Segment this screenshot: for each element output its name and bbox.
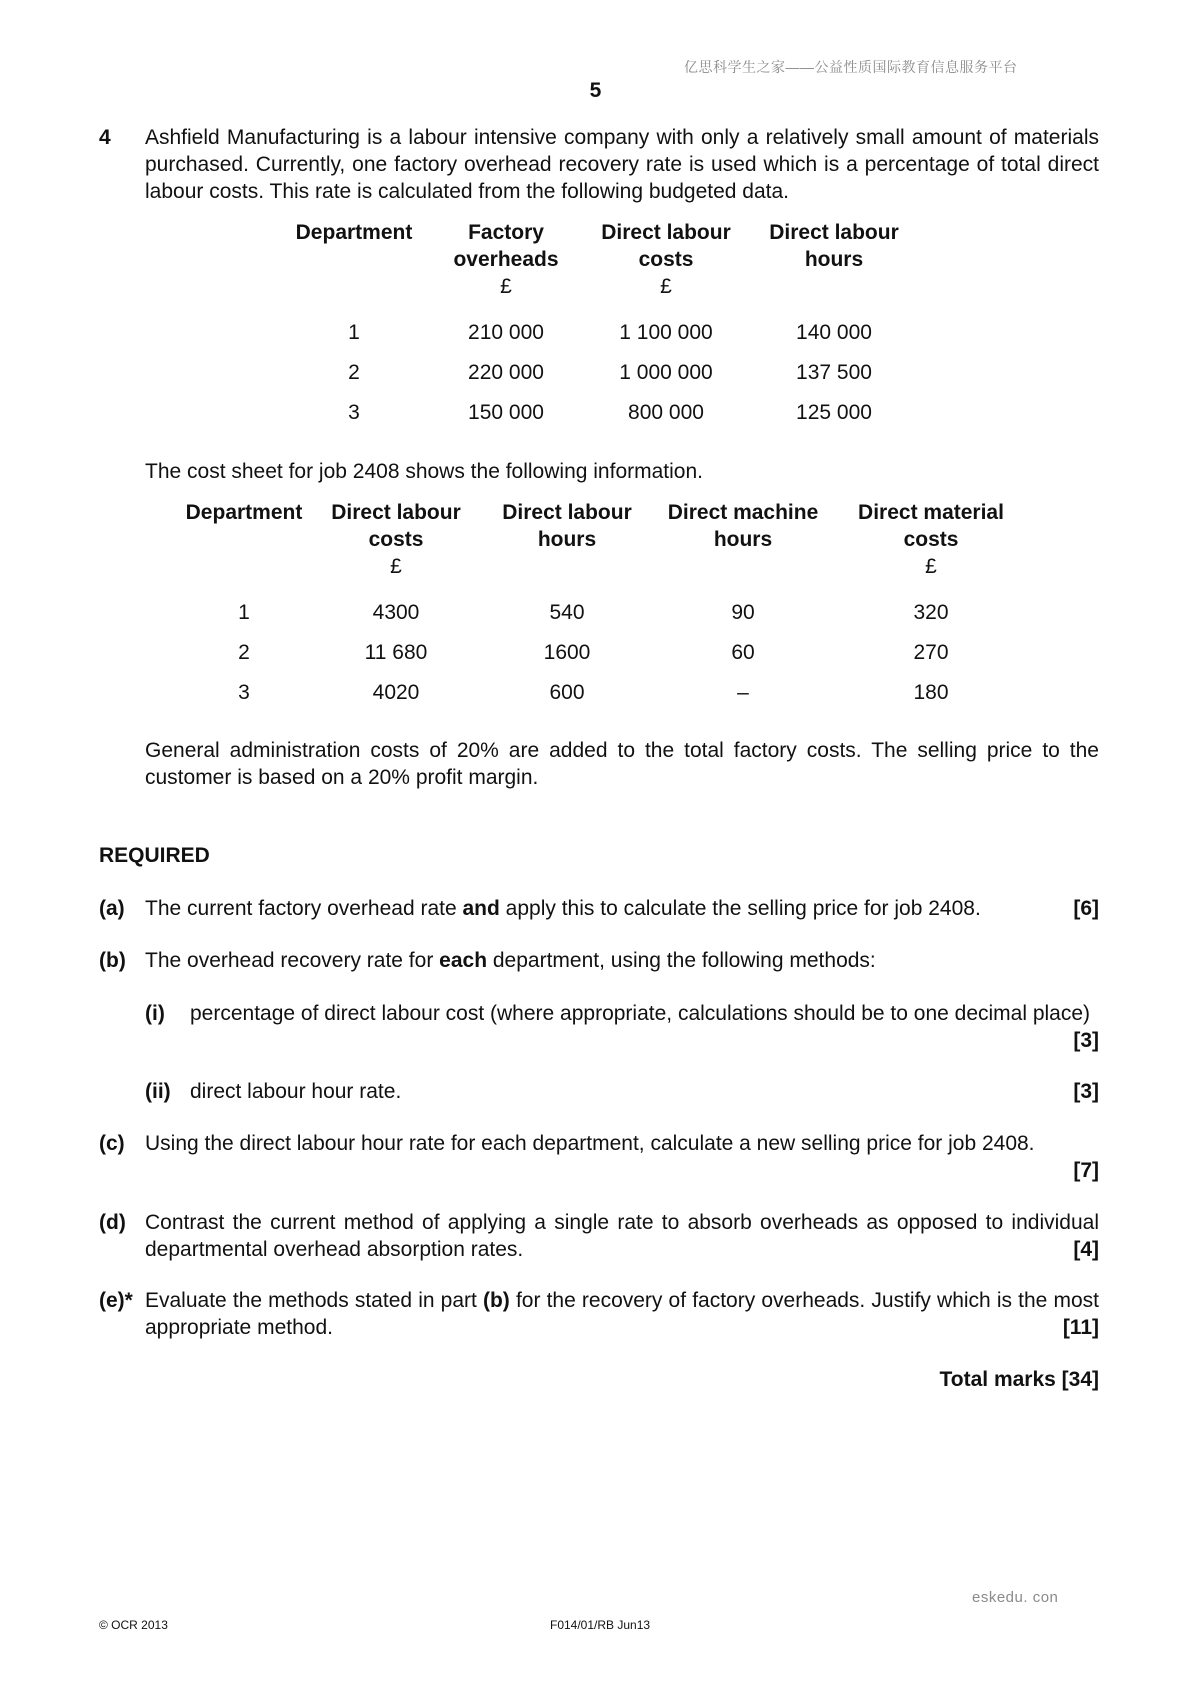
budget-table xyxy=(282,219,922,432)
table-cell: 2 xyxy=(348,360,360,384)
table-cell: 4300 xyxy=(372,600,420,624)
table-cell: 1600 xyxy=(543,640,591,664)
table-cell: 180 xyxy=(913,680,949,704)
part-d-label: (d) xyxy=(99,1211,126,1234)
part-e-label: (e)* xyxy=(99,1289,133,1312)
table-cell: 1 100 000 xyxy=(619,320,713,344)
part-c-marks: [7] xyxy=(1073,1159,1099,1182)
footer-code: F014/01/RB Jun13 xyxy=(550,1618,651,1632)
part-b-label: (b) xyxy=(99,949,126,972)
cost-sheet-table xyxy=(178,499,1028,712)
cost-header-direct-material-costs: Direct material costs £ xyxy=(834,499,1028,580)
required-heading: REQUIRED xyxy=(99,844,210,867)
part-b-i-marks: [3] xyxy=(1073,1029,1099,1052)
part-c-text: Using the direct labour hour rate for each department, calculate a new selling price for job 2408. xyxy=(145,1132,1035,1155)
budget-header-direct-labour-costs: Direct labour costs £ xyxy=(586,219,746,300)
part-e-text: Evaluate the methods stated in part (b) for the recovery of factory overheads. Justify which is the most appropriate method. xyxy=(145,1289,1099,1339)
table-cell: 1 xyxy=(348,320,360,344)
table-cell: 1 000 000 xyxy=(619,360,713,384)
table-cell: 4020 xyxy=(372,680,420,704)
part-e-marks: [11] xyxy=(1062,1316,1099,1339)
cost-sheet-intro: The cost sheet for job 2408 shows the following information. xyxy=(145,460,703,483)
table-cell: 1 xyxy=(238,600,250,624)
part-a-text: The current factory overhead rate and apply this to calculate the selling price for job 2408. xyxy=(145,897,981,920)
part-a-marks: [6] xyxy=(1073,897,1099,920)
admin-costs-text: General administration costs of 20% are added to the total factory costs. The selling price to the customer is based on a 20% profit margin. xyxy=(145,739,1099,789)
header-watermark: 亿思科学生之家——公益性质国际教育信息服务平台 xyxy=(684,59,1018,75)
total-marks: Total marks [34] xyxy=(939,1368,1099,1391)
part-d-text: Contrast the current method of applying a single rate to absorb overheads as opposed to individual departmental overhead absorption rates. xyxy=(145,1211,1099,1261)
page-number: 5 xyxy=(589,79,602,102)
question-intro: Ashfield Manufacturing is a labour intensive company with only a relatively small amount of materials purchased. Currently, one factory overhead recovery rate is used which is a percentage of total direct labour costs. This rate is calculated from the following budgeted data. xyxy=(145,126,1099,203)
part-a-label: (a) xyxy=(99,897,125,920)
budget-header-factory-overheads: Factory overheads £ xyxy=(426,219,586,300)
table-row xyxy=(282,392,922,432)
table-cell: 137 500 xyxy=(796,360,872,384)
table-cell: 90 xyxy=(731,600,755,624)
table-cell: 270 xyxy=(913,640,949,664)
budget-header-department: Department xyxy=(295,221,413,244)
footer-copyright: © OCR 2013 xyxy=(99,1618,168,1632)
table-cell: 220 000 xyxy=(468,360,544,384)
unit-pound: £ xyxy=(660,275,672,298)
part-b-ii-marks: [3] xyxy=(1073,1080,1099,1103)
cost-header-direct-machine-hours: Direct machine hours xyxy=(667,501,819,551)
unit-pound: £ xyxy=(500,275,512,298)
table-cell: 125 000 xyxy=(796,400,872,424)
cost-header-direct-labour-hours: Direct labour hours xyxy=(502,501,632,551)
question-number: 4 xyxy=(99,126,111,149)
table-cell: 210 000 xyxy=(468,320,544,344)
part-b-ii-text: direct labour hour rate. xyxy=(190,1080,402,1103)
cost-header-department: Department xyxy=(185,501,303,524)
table-cell: 3 xyxy=(238,680,250,704)
part-c-label: (c) xyxy=(99,1132,125,1155)
table-row xyxy=(178,672,1028,712)
table-row xyxy=(178,632,1028,672)
table-cell: 2 xyxy=(238,640,250,664)
unit-pound: £ xyxy=(925,555,937,578)
table-cell: 11 680 xyxy=(364,640,428,664)
table-cell: 140 000 xyxy=(796,320,872,344)
table-row xyxy=(178,592,1028,632)
footer-watermark: eskedu. con xyxy=(972,1589,1059,1606)
table-cell: 60 xyxy=(731,640,755,664)
table-cell: 3 xyxy=(348,400,360,424)
table-row xyxy=(282,312,922,352)
part-b-text: The overhead recovery rate for each department, using the following methods: xyxy=(145,949,876,972)
part-b-i-label: (i) xyxy=(145,1002,165,1025)
table-cell: 600 xyxy=(549,680,585,704)
table-cell: 800 000 xyxy=(628,400,704,424)
part-b-i-text: percentage of direct labour cost (where appropriate, calculations should be to one decimal place) xyxy=(190,1002,1091,1025)
table-row xyxy=(282,352,922,392)
cost-header-direct-labour-costs: Direct labour costs £ xyxy=(310,499,482,580)
table-cell: – xyxy=(737,680,749,704)
table-cell: 320 xyxy=(913,600,949,624)
budget-header-direct-labour-hours: Direct labour hours xyxy=(769,221,899,271)
table-cell: 540 xyxy=(549,600,585,624)
part-b-ii-label: (ii) xyxy=(145,1080,171,1103)
table-cell: 150 000 xyxy=(468,400,544,424)
unit-pound: £ xyxy=(390,555,402,578)
part-d-marks: [4] xyxy=(1073,1238,1099,1261)
budget-table-header xyxy=(282,219,922,300)
cost-sheet-table-header xyxy=(178,499,1028,580)
